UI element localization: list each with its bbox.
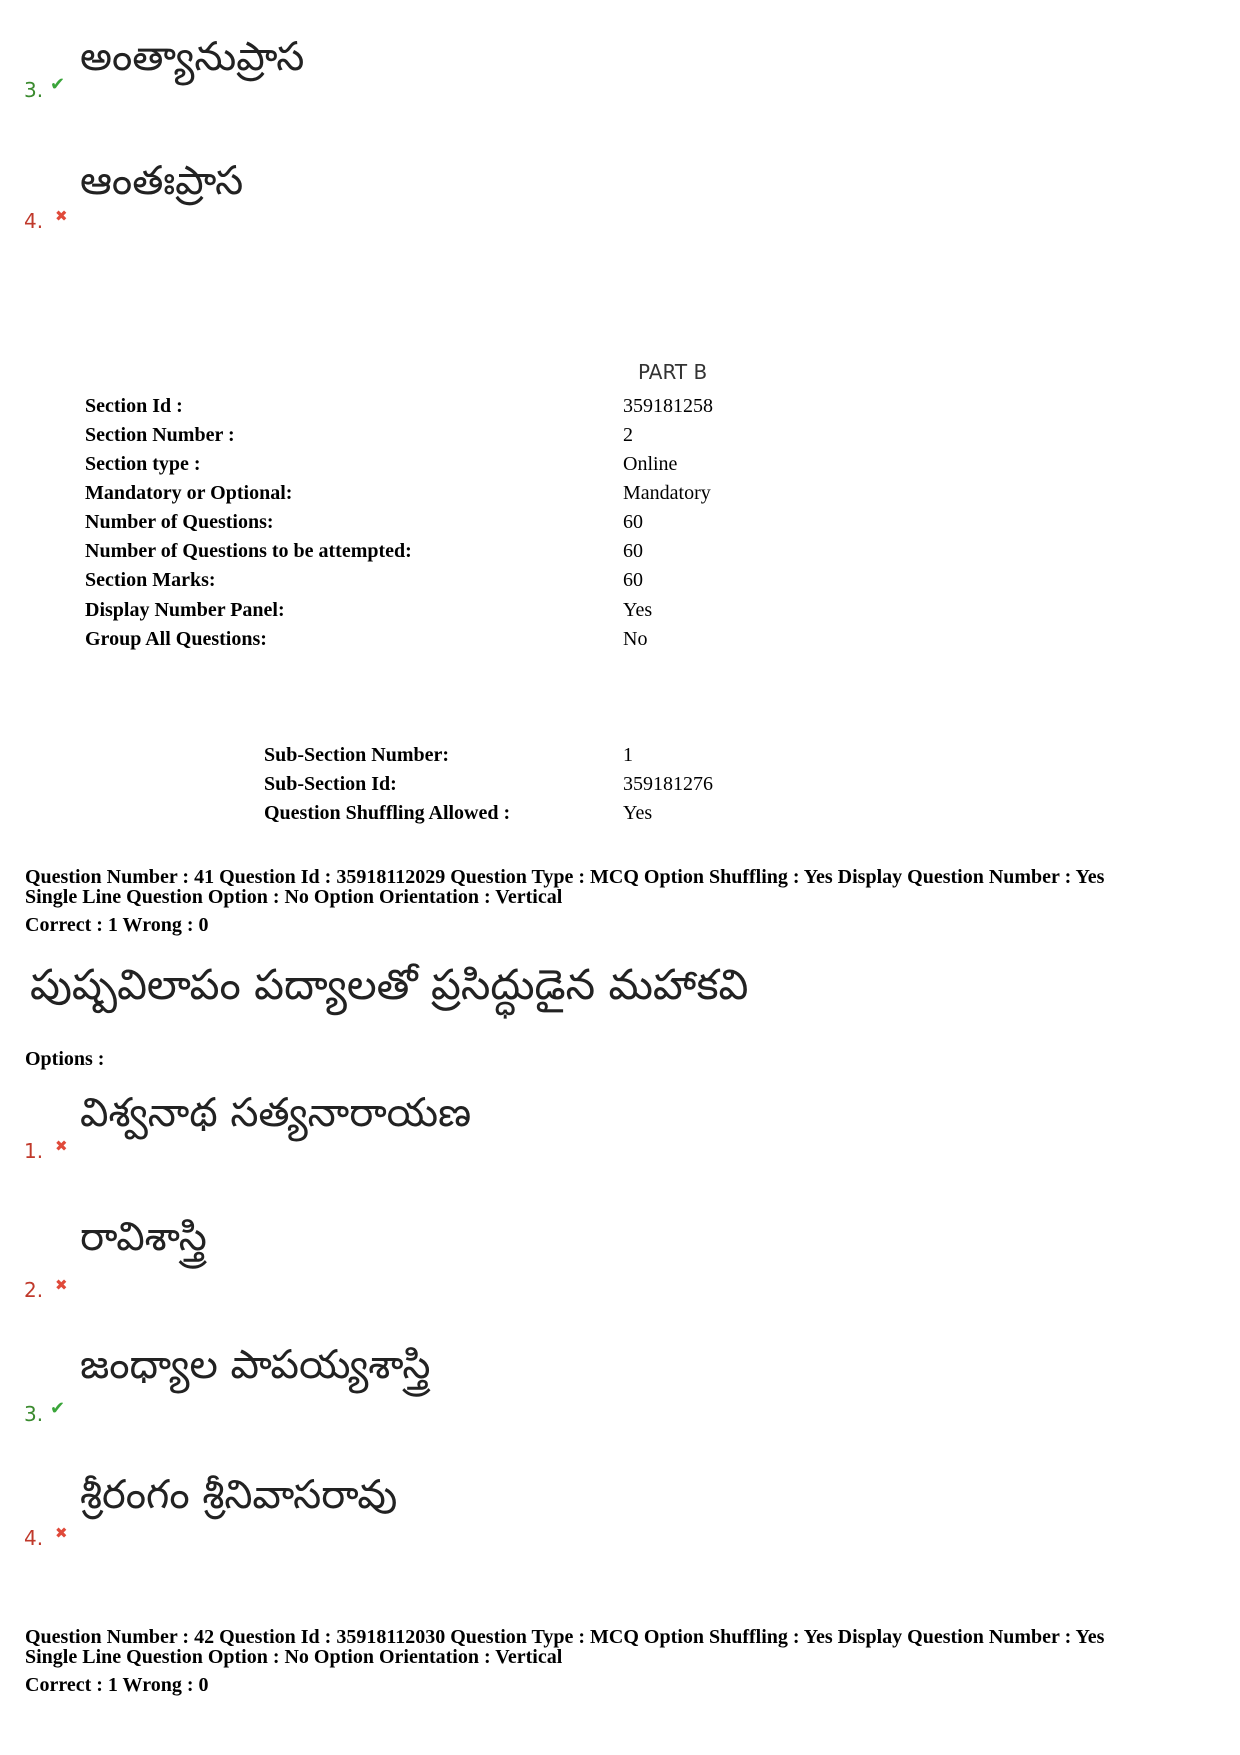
option-number: 3.	[24, 78, 44, 102]
option-text: జంధ్యాల పాపయ్యశాస్త్రి	[80, 1342, 431, 1388]
option-text: అంత్యానుప్రాస	[80, 34, 305, 80]
section-marks-value: 60	[623, 569, 643, 591]
option-text: ఆంతఃప్రాస	[80, 158, 244, 204]
question-meta-line3: Correct : 1 Wrong : 0	[25, 914, 209, 936]
option-text: శ్రీరంగం శ్రీనివాసరావు	[80, 1472, 398, 1518]
num-attempted-value: 60	[623, 540, 643, 562]
question-meta-line1: Question Number : 41 Question Id : 35918112029 Question Type : MCQ Option Shuffling : Yes Display Question Number : Yes	[25, 866, 1105, 888]
question-meta-line2: Single Line Question Option : No Option Orientation : Vertical	[25, 886, 563, 908]
option-number: 4.	[24, 1526, 44, 1550]
subsection-number-label: Sub-Section Number:	[264, 744, 450, 766]
section-number-label: Section Number :	[85, 424, 235, 446]
display-panel-value: Yes	[623, 599, 653, 621]
section-type-label: Section type :	[85, 453, 201, 475]
question-meta-line3: Correct : 1 Wrong : 0	[25, 1674, 209, 1696]
part-title: PART B	[638, 360, 708, 384]
question-meta-line2: Single Line Question Option : No Option Orientation : Vertical	[25, 1646, 563, 1668]
options-label: Options :	[25, 1048, 105, 1070]
section-number-value: 2	[623, 424, 633, 446]
option-number: 2.	[24, 1278, 44, 1302]
section-marks-label: Section Marks:	[85, 569, 216, 591]
question-meta-line1: Question Number : 42 Question Id : 35918112030 Question Type : MCQ Option Shuffling : Yes Display Question Number : Yes	[25, 1626, 1105, 1648]
group-questions-value: No	[623, 628, 648, 650]
num-attempted-label: Number of Questions to be attempted:	[85, 540, 412, 562]
option-text: విశ్వనాథ సత్యనారాయణ	[80, 1090, 472, 1136]
section-id-label: Section Id :	[85, 395, 183, 417]
question-text: పుష్పవిలాపం పద్యాలతో ప్రసిద్ధుడైన మహాకవి	[30, 960, 749, 1009]
option-number: 3.	[24, 1402, 44, 1426]
num-questions-value: 60	[623, 511, 643, 533]
num-questions-label: Number of Questions:	[85, 511, 274, 533]
subsection-number-value: 1	[623, 744, 633, 766]
mandatory-value: Mandatory	[623, 482, 711, 504]
cross-icon: ✖	[55, 1524, 68, 1542]
subsection-id-value: 359181276	[623, 773, 713, 795]
section-id-value: 359181258	[623, 395, 713, 417]
option-number: 1.	[24, 1139, 44, 1163]
check-icon: ✔	[50, 74, 66, 95]
cross-icon: ✖	[55, 207, 68, 225]
shuffling-label: Question Shuffling Allowed :	[264, 802, 511, 824]
cross-icon: ✖	[55, 1276, 68, 1294]
cross-icon: ✖	[55, 1137, 68, 1155]
check-icon: ✔	[50, 1398, 66, 1419]
group-questions-label: Group All Questions:	[85, 628, 267, 650]
subsection-id-label: Sub-Section Id:	[264, 773, 397, 795]
option-number: 4.	[24, 209, 44, 233]
display-panel-label: Display Number Panel:	[85, 599, 285, 621]
option-text: రావిశాస్త్రి	[80, 1214, 207, 1260]
section-type-value: Online	[623, 453, 678, 475]
shuffling-value: Yes	[623, 802, 653, 824]
mandatory-label: Mandatory or Optional:	[85, 482, 293, 504]
